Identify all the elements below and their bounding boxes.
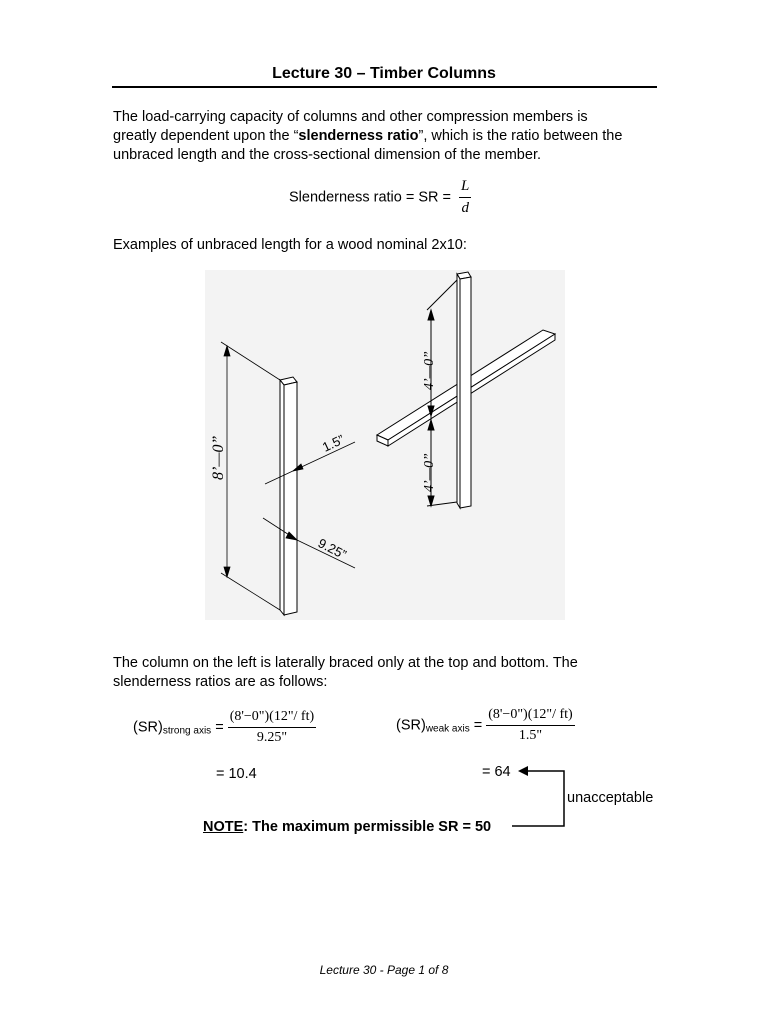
lower-length-label: 4’—0” <box>422 453 437 492</box>
strong-denominator: 9.25" <box>256 730 288 745</box>
weak-sr-subscript: weak axis <box>425 723 470 735</box>
intro-line-2-post: ”, which is the ratio between the <box>418 128 623 144</box>
braced-paragraph <box>113 654 658 692</box>
bracket-arrowhead <box>518 766 528 776</box>
strong-numerator: (8'−0")(12"/ ft) <box>228 709 316 728</box>
weak-numerator: (8'−0")(12"/ ft) <box>486 707 574 726</box>
intro-line-3: unbraced length and the cross-sectional dimension of the member. <box>113 147 541 163</box>
intro-line-1: The load-carrying capacity of columns and other compression members is <box>113 109 588 125</box>
intro-line-2-pre: greatly dependent upon the “ <box>113 128 299 144</box>
strong-sr-label: (SR) <box>133 719 163 736</box>
weak-fraction <box>486 707 574 744</box>
left-height-label: 8’—0” <box>210 435 227 480</box>
braced-line-2: slenderness ratios are as follows: <box>113 674 328 690</box>
formula-numerator: L <box>459 178 471 198</box>
weak-equals: = <box>473 717 483 734</box>
slenderness-formula <box>289 178 471 217</box>
strong-result: = 10.4 <box>216 766 257 782</box>
weak-sr-label: (SR) <box>396 717 426 734</box>
examples-text: Examples of unbraced length for a wood nominal 2x10: <box>113 237 467 253</box>
strong-equals: = <box>215 719 224 736</box>
formula-label: Slenderness ratio = SR = <box>289 189 452 206</box>
unacceptable-label: unacceptable <box>567 790 654 806</box>
left-column-front-face <box>284 382 297 615</box>
note-text: : The maximum permissible SR = 50 <box>243 819 492 835</box>
note-label: NOTE <box>203 819 244 835</box>
page-title: Lecture 30 – Timber Columns <box>272 65 496 82</box>
weak-denominator: 1.5" <box>518 728 543 743</box>
width-label: 9.25” <box>315 535 349 563</box>
columns-figure <box>205 270 565 620</box>
title-underline <box>112 86 657 88</box>
formula-denominator: d <box>461 200 469 216</box>
note-line <box>203 819 491 835</box>
intro-line-2 <box>113 127 658 146</box>
left-column-side-face <box>280 380 284 615</box>
strong-axis-equation <box>133 709 316 746</box>
bracket-line <box>512 771 564 826</box>
left-column <box>280 377 297 615</box>
weak-result: = 64 <box>482 764 511 780</box>
strong-fraction <box>228 709 316 746</box>
slenderness-ratio-term: slenderness ratio <box>298 128 419 144</box>
thickness-label: 1.5” <box>319 431 347 455</box>
page-footer: Lecture 30 - Page 1 of 8 <box>319 963 449 977</box>
intro-paragraph <box>113 108 658 165</box>
strong-sr-subscript: strong axis <box>162 725 212 737</box>
weak-axis-equation <box>396 707 575 744</box>
braced-line-1: The column on the left is laterally braced only at the top and bottom. The <box>113 655 578 671</box>
upper-length-label: 4’—0” <box>422 351 437 390</box>
right-column-front-face <box>460 277 471 508</box>
formula-fraction <box>459 178 471 217</box>
